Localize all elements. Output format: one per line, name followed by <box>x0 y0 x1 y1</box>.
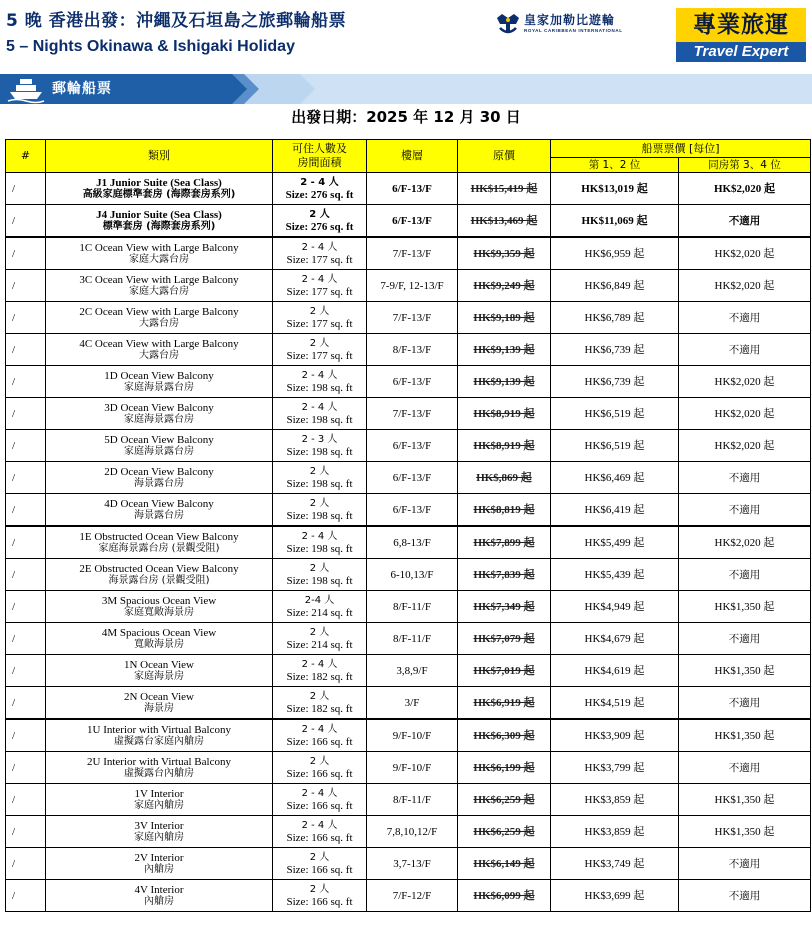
cabin-name-en: 2C Ocean View with Large Balcony <box>79 305 239 318</box>
guest-count: 2 - 4 人 <box>301 723 338 735</box>
cabin-name-en: 4D Ocean View Balcony <box>104 497 214 510</box>
row-number: / <box>6 752 46 784</box>
cabin-name-zh: 大露台房 <box>139 349 179 361</box>
price-guest-3-4: HK$2,020 起 <box>679 270 811 302</box>
price-guest-1-2: HK$3,749 起 <box>551 848 679 880</box>
table-row <box>6 526 811 559</box>
cabin-category <box>46 526 273 559</box>
cabin-name-zh: 虛擬露台家庭內艙房 <box>114 735 204 747</box>
cabin-name-en: 1D Ocean View Balcony <box>104 369 214 382</box>
cabin-category <box>46 719 273 752</box>
price-guest-3-4: 不適用 <box>679 623 811 655</box>
room-size: Size: 177 sq. ft <box>286 253 353 266</box>
page-title-zh: 5 晚 香港出發：沖繩及石垣島之旅郵輪船票 <box>6 11 347 31</box>
price-guest-3-4: 不適用 <box>679 752 811 784</box>
col-header-original: 原價 <box>458 140 551 173</box>
section-banner <box>0 72 812 106</box>
price-guest-3-4: HK$1,350 起 <box>679 591 811 623</box>
cabin-category <box>46 784 273 816</box>
guest-count: 2 人 <box>309 883 330 895</box>
cabin-capacity <box>273 334 367 366</box>
cabin-name-en: J4 Junior Suite (Sea Class) <box>96 208 222 221</box>
table-row <box>6 687 811 720</box>
cabin-capacity <box>273 687 367 720</box>
room-size: Size: 177 sq. ft <box>286 349 353 362</box>
cabin-name-zh: 家庭內艙房 <box>134 831 184 843</box>
table-row <box>6 334 811 366</box>
cabin-name-en: 1N Ocean View <box>123 658 194 671</box>
cabin-name-en: 3D Ocean View Balcony <box>104 401 214 414</box>
price-guest-1-2: HK$3,859 起 <box>551 816 679 848</box>
cabin-capacity <box>273 494 367 527</box>
row-number: / <box>6 655 46 687</box>
cabin-category <box>46 655 273 687</box>
cabin-capacity <box>273 880 367 912</box>
table-row <box>6 237 811 270</box>
cabin-name-zh: 家庭海景露台房 <box>124 413 194 425</box>
row-number: / <box>6 302 46 334</box>
cabin-category <box>46 430 273 462</box>
deck-floor: 6/F-13/F <box>367 430 458 462</box>
cabin-category <box>46 205 273 238</box>
price-guest-3-4: HK$2,020 起 <box>679 237 811 270</box>
cabin-capacity <box>273 719 367 752</box>
cabin-capacity <box>273 205 367 238</box>
original-price: HK$15,419 起 <box>458 173 551 205</box>
room-size: Size: 166 sq. ft <box>286 831 353 844</box>
deck-floor: 7/F-12/F <box>367 880 458 912</box>
royal-caribbean-name: 皇家加勒比遊輪 <box>524 13 616 27</box>
deck-floor: 7/F-13/F <box>367 237 458 270</box>
original-price: HK$8,919 起 <box>458 398 551 430</box>
guest-count: 2 - 4 人 <box>301 273 338 285</box>
price-guest-1-2: HK$6,789 起 <box>551 302 679 334</box>
original-price: HK$9,249 起 <box>458 270 551 302</box>
cabin-category <box>46 687 273 720</box>
cabin-name-en: 1U Interior with Virtual Balcony <box>87 723 231 736</box>
deck-floor: 8/F-11/F <box>367 623 458 655</box>
cabin-capacity <box>273 848 367 880</box>
room-size: Size: 198 sq. ft <box>286 381 353 394</box>
price-guest-3-4: 不適用 <box>679 687 811 720</box>
price-guest-1-2: HK$6,739 起 <box>551 366 679 398</box>
price-guest-1-2: HK$3,909 起 <box>551 719 679 752</box>
departure-date: 出發日期：2025 年 12 月 30 日 <box>291 108 521 126</box>
cabin-capacity <box>273 591 367 623</box>
row-number: / <box>6 526 46 559</box>
guest-count: 2 人 <box>309 305 330 317</box>
cabin-name-zh: 虛擬露台內艙房 <box>124 767 194 779</box>
cabin-name-zh: 海景露台房 <box>134 509 184 521</box>
page-header <box>0 0 812 72</box>
cabin-capacity <box>273 173 367 205</box>
price-guest-1-2: HK$4,949 起 <box>551 591 679 623</box>
original-price: HK$7,899 起 <box>458 526 551 559</box>
deck-floor: 7,8,10,12/F <box>367 816 458 848</box>
row-number: / <box>6 205 46 238</box>
deck-floor: 8/F-11/F <box>367 784 458 816</box>
cabin-category <box>46 462 273 494</box>
col-header-price-group: 船票票價 [每位] <box>551 140 811 158</box>
price-guest-3-4: 不適用 <box>679 302 811 334</box>
original-price: HK$6,919 起 <box>458 687 551 720</box>
row-number: / <box>6 719 46 752</box>
guest-count: 2 人 <box>309 562 330 574</box>
room-size: Size: 166 sq. ft <box>286 895 353 908</box>
cabin-capacity <box>273 816 367 848</box>
room-size: Size: 276 sq. ft <box>285 188 354 201</box>
guest-count: 2 人 <box>309 755 330 767</box>
row-number: / <box>6 784 46 816</box>
cabin-name-en: 2U Interior with Virtual Balcony <box>87 755 231 768</box>
row-number: / <box>6 366 46 398</box>
original-price: HK$7,839 起 <box>458 559 551 591</box>
room-size: Size: 166 sq. ft <box>286 799 353 812</box>
cabin-category <box>46 334 273 366</box>
cabin-name-en: 2N Ocean View <box>123 690 194 703</box>
original-price: HK$9,139 起 <box>458 366 551 398</box>
price-guest-1-2: HK$6,519 起 <box>551 430 679 462</box>
cabin-capacity <box>273 398 367 430</box>
cabin-capacity <box>273 302 367 334</box>
deck-floor: 8/F-11/F <box>367 591 458 623</box>
price-guest-1-2: HK$3,859 起 <box>551 784 679 816</box>
deck-floor: 9/F-10/F <box>367 752 458 784</box>
row-number: / <box>6 430 46 462</box>
table-row <box>6 655 811 687</box>
price-guest-1-2: HK$3,799 起 <box>551 752 679 784</box>
cabin-category <box>46 237 273 270</box>
cabin-capacity <box>273 430 367 462</box>
price-guest-1-2: HK$6,419 起 <box>551 494 679 527</box>
cabin-name-en: 4M Spacious Ocean View <box>101 626 217 639</box>
cabin-name-en: 1E Obstructed Ocean View Balcony <box>79 530 239 543</box>
deck-floor: 9/F-10/F <box>367 719 458 752</box>
price-guest-3-4: 不適用 <box>679 205 811 238</box>
guest-count: 2 - 4 人 <box>301 819 338 831</box>
price-guest-3-4: 不適用 <box>679 848 811 880</box>
cabin-category <box>46 173 273 205</box>
cabin-category <box>46 623 273 655</box>
guest-count: 2 人 <box>309 626 330 638</box>
table-row <box>6 816 811 848</box>
row-number: / <box>6 398 46 430</box>
cabin-name-zh: 海景露台房 <box>134 477 184 489</box>
original-price: HK$6,259 起 <box>458 816 551 848</box>
row-number: / <box>6 270 46 302</box>
guest-count: 2 - 4 人 <box>301 658 338 670</box>
deck-floor: 6-10,13/F <box>367 559 458 591</box>
original-price: HK$8,919 起 <box>458 430 551 462</box>
fare-table <box>5 139 811 912</box>
cabin-name-zh: 大露台房 <box>139 317 179 329</box>
table-row <box>6 880 811 912</box>
room-size: Size: 198 sq. ft <box>286 542 353 555</box>
price-guest-3-4: HK$1,350 起 <box>679 816 811 848</box>
col-header-category: 類別 <box>46 140 273 173</box>
price-guest-3-4: HK$1,350 起 <box>679 784 811 816</box>
cabin-category <box>46 752 273 784</box>
row-number: / <box>6 173 46 205</box>
guest-count: 2 - 4 人 <box>301 401 338 413</box>
deck-floor: 7/F-13/F <box>367 398 458 430</box>
cabin-category <box>46 270 273 302</box>
cabin-name-zh: 海景露台房 (景觀受阻) <box>108 574 210 586</box>
cabin-capacity <box>273 526 367 559</box>
table-row <box>6 848 811 880</box>
row-number: / <box>6 816 46 848</box>
guest-count: 2 人 <box>309 690 330 702</box>
deck-floor: 6/F-13/F <box>367 205 458 238</box>
row-number: / <box>6 334 46 366</box>
room-size: Size: 214 sq. ft <box>286 638 353 651</box>
original-price: HK$8,819 起 <box>458 494 551 527</box>
cabin-capacity <box>273 752 367 784</box>
guest-count: 2 - 4 人 <box>301 530 338 542</box>
price-guest-3-4: 不適用 <box>679 880 811 912</box>
cabin-name-zh: 家庭海景房 <box>134 670 184 682</box>
price-guest-3-4: HK$2,020 起 <box>679 173 811 205</box>
cabin-capacity <box>273 366 367 398</box>
guest-count: 2 人 <box>309 465 330 477</box>
col-header-floor: 樓層 <box>367 140 458 173</box>
cabin-category <box>46 494 273 527</box>
table-row <box>6 430 811 462</box>
col-header-capacity: 可住人數及 房間面積 <box>273 140 367 173</box>
original-price: HK$6,259 起 <box>458 784 551 816</box>
row-number: / <box>6 237 46 270</box>
cabin-name-en: 4C Ocean View with Large Balcony <box>79 337 239 350</box>
room-size: Size: 182 sq. ft <box>286 670 353 683</box>
cabin-name-zh: 家庭海景露台房 (景觀受阻) <box>98 542 220 554</box>
row-number: / <box>6 591 46 623</box>
cabin-name-en: 3V Interior <box>134 819 184 832</box>
room-size: Size: 198 sq. ft <box>286 477 353 490</box>
cabin-name-zh: 內艙房 <box>144 863 174 875</box>
row-number: / <box>6 559 46 591</box>
section-label: 郵輪船票 <box>52 81 112 97</box>
cabin-name-zh: 內艙房 <box>144 895 174 907</box>
cabin-category <box>46 302 273 334</box>
table-row <box>6 784 811 816</box>
cabin-capacity <box>273 462 367 494</box>
cabin-name-zh: 家庭內艙房 <box>134 799 184 811</box>
cabin-capacity <box>273 237 367 270</box>
ship-icon <box>6 74 46 104</box>
table-row <box>6 462 811 494</box>
deck-floor: 6,8-13/F <box>367 526 458 559</box>
deck-floor: 3,8,9/F <box>367 655 458 687</box>
guest-count: 2 - 4 人 <box>300 176 339 188</box>
price-guest-1-2: HK$6,739 起 <box>551 334 679 366</box>
row-number: / <box>6 462 46 494</box>
original-price: HK$6,149 起 <box>458 848 551 880</box>
guest-count: 2 - 4 人 <box>301 787 338 799</box>
price-guest-3-4: 不適用 <box>679 559 811 591</box>
table-row <box>6 719 811 752</box>
cabin-capacity <box>273 559 367 591</box>
col-header-no: # <box>6 140 46 173</box>
room-size: Size: 166 sq. ft <box>286 863 353 876</box>
guest-count: 2 - 3 人 <box>301 433 338 445</box>
cabin-category <box>46 848 273 880</box>
cabin-name-en: 1C Ocean View with Large Balcony <box>79 241 239 254</box>
original-price: HK$7,019 起 <box>458 655 551 687</box>
price-guest-3-4: 不適用 <box>679 494 811 527</box>
deck-floor: 7-9/F, 12-13/F <box>367 270 458 302</box>
deck-floor: 6/F-13/F <box>367 173 458 205</box>
guest-count: 2 - 4 人 <box>301 369 338 381</box>
price-guest-3-4: HK$2,020 起 <box>679 398 811 430</box>
cabin-category <box>46 366 273 398</box>
price-guest-1-2: HK$13,019 起 <box>551 173 679 205</box>
deck-floor: 6/F-13/F <box>367 462 458 494</box>
price-guest-1-2: HK$4,519 起 <box>551 687 679 720</box>
table-row <box>6 494 811 527</box>
original-price: HK$13,469 起 <box>458 205 551 238</box>
price-guest-3-4: 不適用 <box>679 462 811 494</box>
cabin-name-zh: 海景房 <box>144 702 174 714</box>
price-guest-1-2: HK$3,699 起 <box>551 880 679 912</box>
price-guest-3-4: HK$2,020 起 <box>679 430 811 462</box>
deck-floor: 3/F <box>367 687 458 720</box>
crown-anchor-icon <box>494 10 522 36</box>
price-guest-3-4: HK$1,350 起 <box>679 655 811 687</box>
room-size: Size: 177 sq. ft <box>286 317 353 330</box>
guest-count: 2 - 4 人 <box>301 241 338 253</box>
cabin-capacity <box>273 784 367 816</box>
guest-count: 2 人 <box>309 337 330 349</box>
cabin-name-en: 5D Ocean View Balcony <box>104 433 214 446</box>
row-number: / <box>6 848 46 880</box>
cabin-name-en: 2D Ocean View Balcony <box>104 465 214 478</box>
guest-count: 2 人 <box>309 851 330 863</box>
table-row <box>6 623 811 655</box>
cabin-name-zh: 標準套房 (海際套房系列) <box>102 220 216 232</box>
cabin-name-en: 2E Obstructed Ocean View Balcony <box>79 562 239 575</box>
deck-floor: 3,7-13/F <box>367 848 458 880</box>
royal-caribbean-logo <box>494 10 644 40</box>
price-guest-1-2: HK$6,469 起 <box>551 462 679 494</box>
table-row <box>6 559 811 591</box>
table-row <box>6 752 811 784</box>
price-guest-1-2: HK$5,439 起 <box>551 559 679 591</box>
col-header-price-12: 第 1、2 位 <box>551 158 679 173</box>
deck-floor: 7/F-13/F <box>367 302 458 334</box>
original-price: HK$,869 起 <box>458 462 551 494</box>
cabin-capacity <box>273 655 367 687</box>
room-size: Size: 276 sq. ft <box>285 220 354 233</box>
row-number: / <box>6 880 46 912</box>
price-guest-3-4: 不適用 <box>679 334 811 366</box>
cabin-category <box>46 880 273 912</box>
room-size: Size: 166 sq. ft <box>286 767 353 780</box>
room-size: Size: 166 sq. ft <box>286 735 353 748</box>
original-price: HK$9,189 起 <box>458 302 551 334</box>
travel-expert-name-zh: 專業旅運 <box>676 8 806 42</box>
row-number: / <box>6 687 46 720</box>
cabin-name-en: 3M Spacious Ocean View <box>101 594 217 607</box>
original-price: HK$7,079 起 <box>458 623 551 655</box>
room-size: Size: 182 sq. ft <box>286 702 353 715</box>
price-guest-1-2: HK$4,679 起 <box>551 623 679 655</box>
table-row <box>6 398 811 430</box>
price-guest-3-4: HK$2,020 起 <box>679 526 811 559</box>
price-guest-1-2: HK$11,069 起 <box>551 205 679 238</box>
table-row <box>6 205 811 238</box>
room-size: Size: 177 sq. ft <box>286 285 353 298</box>
cabin-category <box>46 559 273 591</box>
cabin-name-zh: 家庭海景露台房 <box>124 445 194 457</box>
table-row <box>6 173 811 205</box>
room-size: Size: 198 sq. ft <box>286 413 353 426</box>
table-row <box>6 366 811 398</box>
guest-count: 2-4 人 <box>304 594 335 606</box>
price-guest-1-2: HK$6,959 起 <box>551 237 679 270</box>
col-header-price-34: 同房第 3、4 位 <box>679 158 811 173</box>
original-price: HK$9,139 起 <box>458 334 551 366</box>
room-size: Size: 198 sq. ft <box>286 509 353 522</box>
cabin-category <box>46 816 273 848</box>
guest-count: 2 人 <box>309 497 330 509</box>
page-title-en: 5 – Nights Okinawa & Ishigaki Holiday <box>6 38 295 55</box>
cabin-name-en: 2V Interior <box>134 851 184 864</box>
deck-floor: 6/F-13/F <box>367 494 458 527</box>
deck-floor: 8/F-13/F <box>367 334 458 366</box>
room-size: Size: 198 sq. ft <box>286 574 353 587</box>
cabin-category <box>46 398 273 430</box>
cabin-name-en: 3C Ocean View with Large Balcony <box>79 273 239 286</box>
cabin-name-zh: 寬敞海景房 <box>134 638 184 650</box>
price-guest-1-2: HK$6,519 起 <box>551 398 679 430</box>
table-row <box>6 591 811 623</box>
royal-caribbean-subtitle: ROYAL CARIBBEAN INTERNATIONAL <box>524 28 623 33</box>
row-number: / <box>6 494 46 527</box>
travel-expert-logo <box>676 8 806 62</box>
original-price: HK$6,199 起 <box>458 752 551 784</box>
travel-expert-name-en: Travel Expert <box>676 42 806 62</box>
cabin-name-zh: 家庭寬敞海景房 <box>124 606 194 618</box>
price-guest-1-2: HK$5,499 起 <box>551 526 679 559</box>
price-guest-1-2: HK$6,849 起 <box>551 270 679 302</box>
price-guest-1-2: HK$4,619 起 <box>551 655 679 687</box>
cabin-capacity <box>273 623 367 655</box>
original-price: HK$9,359 起 <box>458 237 551 270</box>
room-size: Size: 198 sq. ft <box>286 445 353 458</box>
price-guest-3-4: HK$1,350 起 <box>679 719 811 752</box>
cabin-name-zh: 家庭大露台房 <box>129 285 189 297</box>
cabin-name-zh: 家庭海景露台房 <box>124 381 194 393</box>
cabin-name-zh: 家庭大露台房 <box>129 253 189 265</box>
original-price: HK$7,349 起 <box>458 591 551 623</box>
table-row <box>6 270 811 302</box>
original-price: HK$6,309 起 <box>458 719 551 752</box>
cabin-name-zh: 高級家庭標準套房 (海際套房系列) <box>82 188 236 200</box>
cabin-category <box>46 591 273 623</box>
table-row <box>6 302 811 334</box>
cabin-capacity <box>273 270 367 302</box>
price-guest-3-4: HK$2,020 起 <box>679 366 811 398</box>
cabin-name-en: J1 Junior Suite (Sea Class) <box>96 176 222 189</box>
cabin-name-en: 1V Interior <box>134 787 184 800</box>
cabin-name-en: 4V Interior <box>134 883 184 896</box>
guest-count: 2 人 <box>309 208 330 220</box>
row-number: / <box>6 623 46 655</box>
original-price: HK$6,099 起 <box>458 880 551 912</box>
deck-floor: 6/F-13/F <box>367 366 458 398</box>
room-size: Size: 214 sq. ft <box>286 606 353 619</box>
